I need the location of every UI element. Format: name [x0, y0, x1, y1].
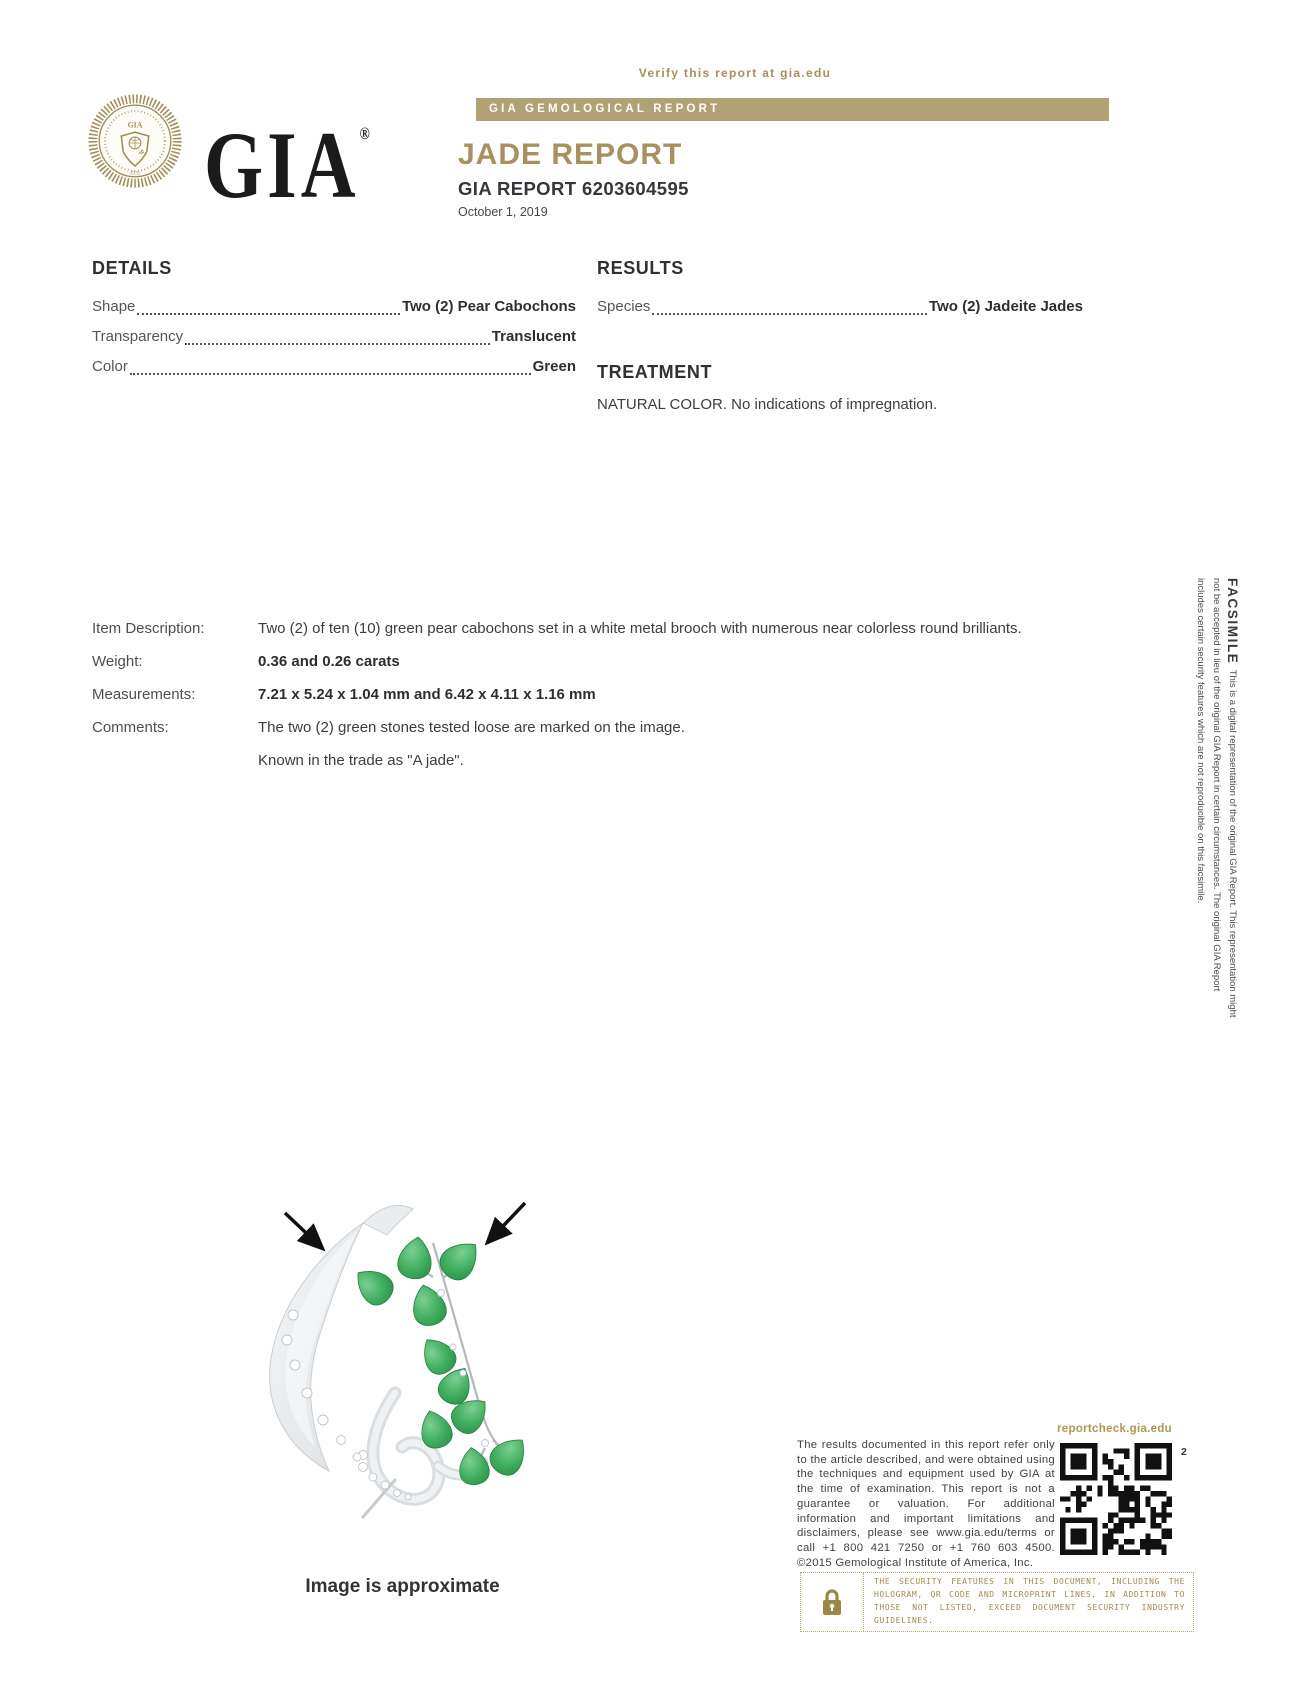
desc-label: Item Description: — [92, 620, 205, 637]
report-title: JADE REPORT — [458, 138, 683, 171]
facsimile-title: FACSIMILE — [1225, 578, 1240, 665]
desc-row-comments-2 — [92, 744, 1097, 777]
report-date: October 1, 2019 — [458, 205, 548, 219]
spec-value: Two (2) Pear Cabochons — [402, 298, 576, 315]
treatment-text: NATURAL COLOR. No indications of impregnation. — [597, 396, 938, 413]
treatment-section — [597, 362, 1083, 413]
svg-text:GIA: GIA — [127, 120, 143, 130]
desc-label — [92, 744, 258, 777]
qr-code — [1060, 1443, 1172, 1555]
gia-seal-logo — [86, 92, 184, 190]
desc-value: 7.21 x 5.24 x 1.04 mm and 6.42 x 4.11 x 1.16 mm — [258, 686, 596, 703]
left-marker-arrow — [285, 1213, 323, 1249]
spec-value: Two (2) Jadeite Jades — [929, 298, 1083, 315]
qr-number: 2 — [1181, 1446, 1187, 1458]
verify-report-text: Verify this report at gia.edu — [638, 66, 832, 80]
reportcheck-url: reportcheck.gia.edu — [1057, 1423, 1172, 1435]
svg-text:· 1931 ·: · 1931 · — [126, 170, 144, 177]
desc-label: Weight: — [92, 653, 143, 670]
treatment-heading: TREATMENT — [597, 362, 713, 382]
spec-label: Species — [597, 298, 651, 315]
desc-label: Comments: — [92, 719, 169, 736]
spec-value: Translucent — [491, 328, 576, 345]
spec-label: Transparency — [92, 328, 184, 345]
spec-label: Shape — [92, 298, 136, 315]
brooch-image — [245, 1125, 560, 1520]
security-text: THE SECURITY FEATURES IN THIS DOCUMENT, INCLUDING THE HOLOGRAM, QR CODE AND MICROPRINT LINES, IN ADDITION TO THOSE NOT LISTED, EXCEED DOCUMENT SECURITY INDUSTRY GUIDELINES. — [874, 1577, 1185, 1625]
desc-value: 0.36 and 0.26 carats — [258, 653, 400, 670]
image-caption: Image is approximate — [305, 1576, 500, 1597]
spec-row-color — [92, 352, 576, 382]
banner-label: GIA GEMOLOGICAL REPORT — [489, 103, 721, 115]
gemological-report-banner — [476, 98, 1109, 121]
dotted-leader — [130, 373, 531, 375]
registered-mark: ® — [359, 124, 370, 143]
facsimile-body: This is a digital representation of the original GIA Report. This representation might not be accepted in lieu of the original GIA Report in certain circumstances. The original GIA Report includes certain security features which are not reproducible on this facsimile. — [1195, 578, 1238, 1018]
dotted-leader — [137, 313, 400, 315]
facsimile-sidebar — [1192, 578, 1240, 1026]
desc-row-weight — [92, 645, 1097, 678]
spec-row-transparency — [92, 322, 576, 352]
details-heading: DETAILS — [92, 258, 172, 278]
results-section — [597, 258, 1083, 322]
right-marker-arrow — [487, 1203, 525, 1243]
spec-row-species — [597, 292, 1083, 322]
desc-value: Two (2) of ten (10) green pear cabochons set in a white metal brooch with numerous near colorless round brilliants. — [258, 620, 1022, 637]
results-heading: RESULTS — [597, 258, 684, 278]
spec-label: Color — [92, 358, 128, 375]
lock-icon — [801, 1573, 864, 1631]
dotted-leader — [185, 343, 490, 345]
security-features-box — [800, 1572, 1194, 1632]
desc-value: The two (2) green stones tested loose are marked on the image. — [258, 719, 685, 736]
desc-row-measurements — [92, 678, 1097, 711]
desc-value: Known in the trade as "A jade". — [258, 752, 464, 769]
dotted-leader — [652, 313, 927, 315]
desc-row-item-description — [92, 612, 1097, 645]
gia-wordmark-text: GIA — [204, 112, 360, 218]
spec-value: Green — [532, 358, 576, 375]
spec-row-shape — [92, 292, 576, 322]
desc-label: Measurements: — [92, 686, 196, 703]
gia-wordmark — [204, 86, 370, 218]
report-number: GIA REPORT 6203604595 — [458, 178, 689, 199]
item-description-section — [92, 612, 1097, 777]
footer-disclaimer: The results documented in this report refer only to the article described, and were obtained using the techniques and equipment used by GIA at the time of examination. This report is not a guarantee or valuation. For additional information and important limitations and disclaimers, please see www.gia.edu/terms or call +1 800 421 7250 or +1 760 603 4500. ©2015 Gemological Institute of America, Inc. — [797, 1439, 1055, 1569]
desc-row-comments — [92, 711, 1097, 744]
details-section — [92, 258, 576, 382]
